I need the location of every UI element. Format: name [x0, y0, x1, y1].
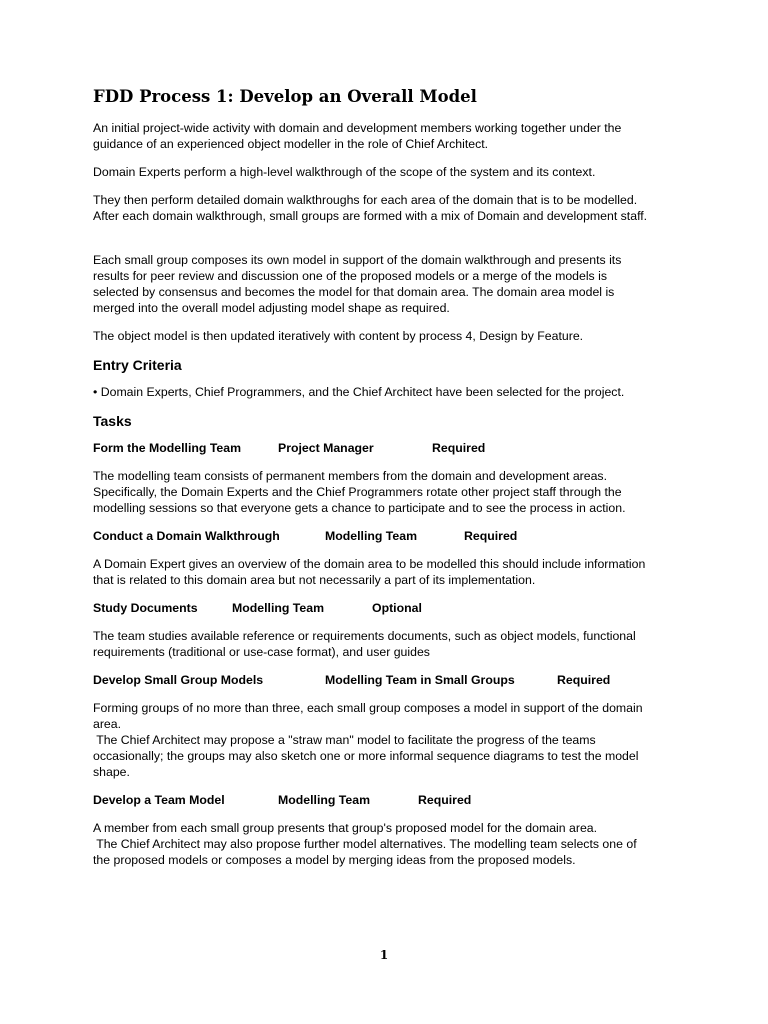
text-line: An initial project-wide activity with domain and development members working together under the — [93, 121, 622, 135]
text-line: Domain Experts perform a high-level walkthrough of the scope of the system and its context. — [93, 165, 596, 179]
intro-paragraph-2 — [93, 164, 685, 180]
text-line: • Domain Experts, Chief Programmers, and the Chief Architect have been selected for the project. — [93, 385, 625, 399]
text-line: requirements (traditional or use-case format), and user guides — [93, 645, 430, 659]
text-line: The Chief Architect may propose a "straw man" model to facilitate the progress of the teams — [93, 733, 596, 747]
text-line: Specifically, the Domain Experts and the Chief Programmers rotate other project staff through the — [93, 485, 622, 499]
page-number: 1 — [379, 948, 389, 962]
task-responsible: Modelling Team — [232, 601, 325, 615]
text-line: selected by consensus and becomes the model for that domain area. The domain area model is — [93, 285, 615, 299]
text-line: They then perform detailed domain walkthroughs for each area of the domain that is to be modelled. — [93, 193, 638, 207]
task-responsible: Modelling Team in Small Groups — [325, 673, 515, 687]
text-line: A Domain Expert gives an overview of the domain area to be modelled this should include information — [93, 557, 646, 571]
task-status: Required — [432, 441, 486, 455]
text-line: Each small group composes its own model in support of the domain walkthrough and presents its — [93, 253, 622, 267]
task-header — [93, 440, 685, 456]
tasks-heading: Tasks — [93, 413, 132, 429]
entry-criteria-text — [93, 384, 685, 400]
task-name: Study Documents — [93, 601, 198, 615]
task-responsible: Modelling Team — [278, 793, 371, 807]
task-description — [93, 468, 685, 516]
text-line: Forming groups of no more than three, each small group composes a model in support of the domain — [93, 701, 643, 715]
text-line: shape. — [93, 765, 130, 779]
intro-paragraph-5 — [93, 328, 685, 344]
task-header — [93, 672, 685, 688]
text-line: that is related to this domain area but not necessarily a part of its implementation. — [93, 573, 536, 587]
document-title: FDD Process 1: Develop an Overall Model — [93, 87, 477, 106]
text-line: The modelling team consists of permanent members from the domain and development areas. — [93, 469, 607, 483]
task-name: Conduct a Domain Walkthrough — [93, 529, 280, 543]
text-line: The object model is then updated iteratively with content by process 4, Design by Feature. — [93, 329, 584, 343]
intro-paragraph-1 — [93, 120, 685, 152]
task-status: Optional — [372, 601, 422, 615]
task-status: Required — [464, 529, 518, 543]
task-header — [93, 528, 685, 544]
task-description — [93, 628, 685, 660]
task-description — [93, 700, 685, 780]
intro-paragraph-4 — [93, 252, 685, 316]
text-line: merged into the overall model adjusting model shape as required. — [93, 301, 450, 315]
intro-paragraph-3 — [93, 192, 685, 224]
text-line: modelling sessions so that everyone gets a chance to participate and to see the process in action. — [93, 501, 626, 515]
task-status: Required — [418, 793, 472, 807]
task-status: Required — [557, 673, 611, 687]
task-name: Develop a Team Model — [93, 793, 225, 807]
text-line: results for peer review and discussion one of the proposed models or a merge of the models is — [93, 269, 608, 283]
text-line: The team studies available reference or requirements documents, such as object models, functional — [93, 629, 636, 643]
task-responsible: Project Manager — [278, 441, 374, 455]
task-description — [93, 820, 685, 868]
task-header — [93, 600, 685, 616]
task-name: Develop Small Group Models — [93, 673, 264, 687]
text-line: A member from each small group presents that group's proposed model for the domain area. — [93, 821, 598, 835]
text-line: the proposed models or composes a model by merging ideas from the proposed models. — [93, 853, 576, 867]
text-line: area. — [93, 717, 122, 731]
task-name: Form the Modelling Team — [93, 441, 242, 455]
task-description — [93, 556, 685, 588]
task-header — [93, 792, 685, 808]
text-line: After each domain walkthrough, small groups are formed with a mix of Domain and development staff. — [93, 209, 648, 223]
text-line: occasionally; the groups may also sketch one or more informal sequence diagrams to test the model — [93, 749, 639, 763]
document-body — [93, 86, 685, 880]
entry-criteria-heading: Entry Criteria — [93, 357, 182, 373]
task-responsible: Modelling Team — [325, 529, 418, 543]
text-line: guidance of an experienced object modeller in the role of Chief Architect. — [93, 137, 489, 151]
text-line: The Chief Architect may also propose further model alternatives. The modelling team selects one of — [93, 837, 637, 851]
